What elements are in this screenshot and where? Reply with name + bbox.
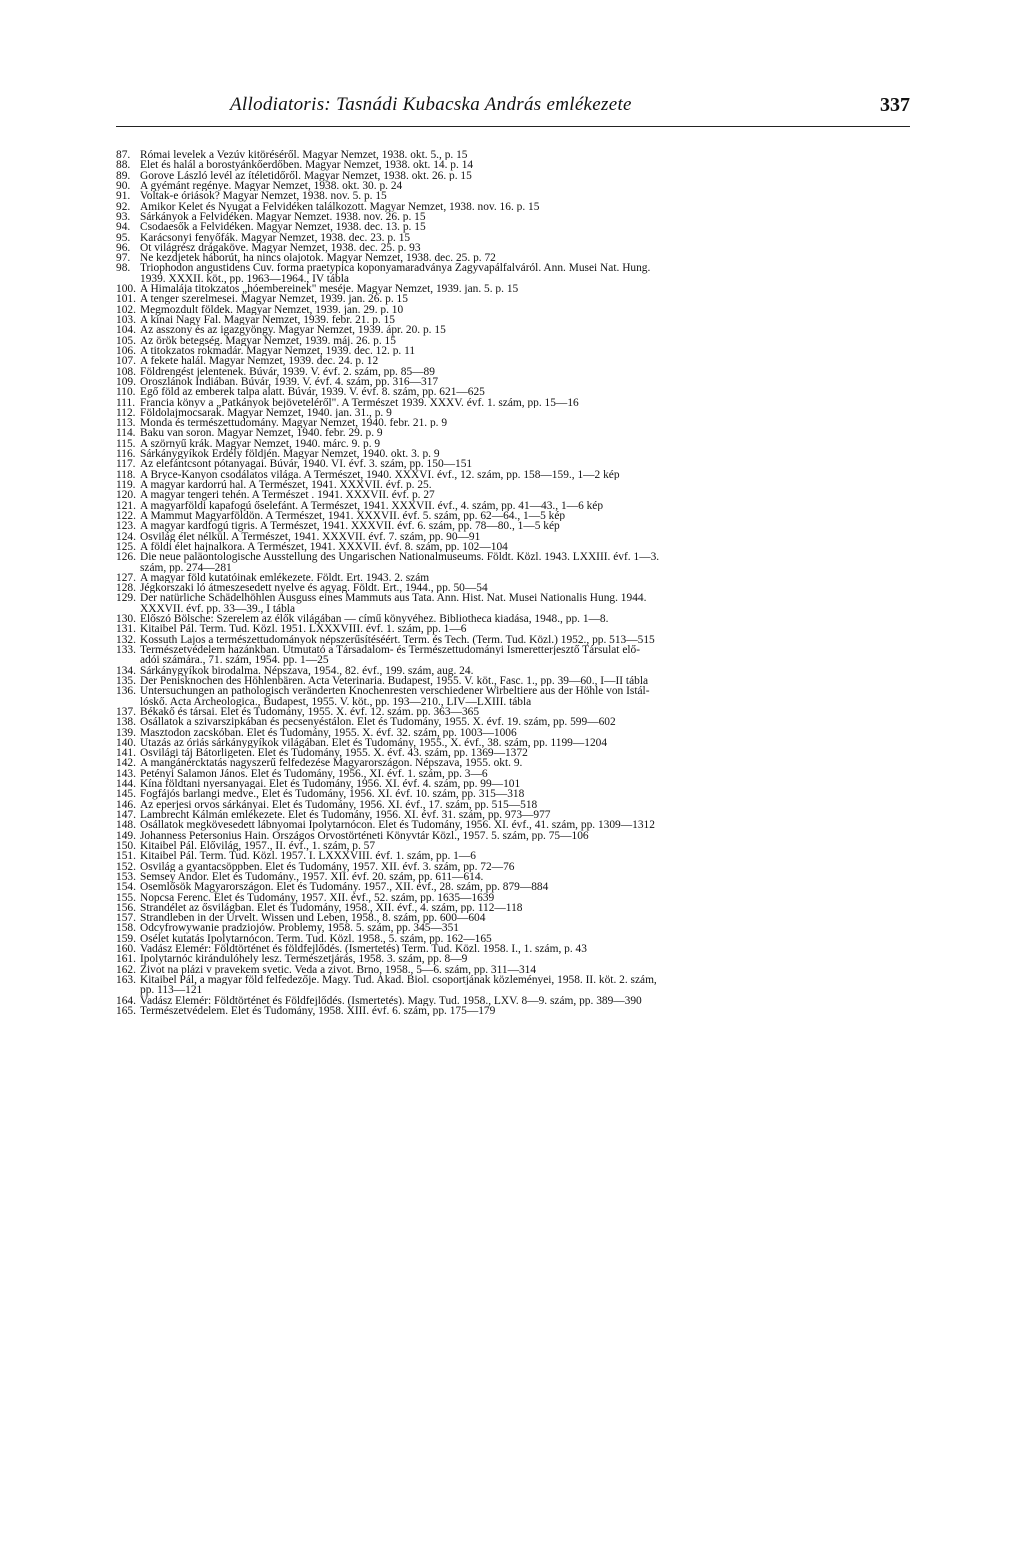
list-item (116, 439, 910, 449)
entry-text: Ősvilág élet nélkül. A Természet, 1941. XXXVII. évf. 7. szám, pp. 90—91 (140, 531, 481, 542)
list-item (116, 614, 910, 624)
list-item (116, 841, 910, 851)
bibliography-list (116, 150, 910, 1016)
entry-number: 115. (116, 437, 136, 450)
list-item (116, 789, 910, 799)
list-item (116, 552, 910, 562)
entry-text: Baku van soron. Magyar Nemzet, 1940. febr. 29. p. 9 (140, 428, 383, 439)
entry-text: Lambrecht Kálmán emlékezete. Élet és Tudomány, 1956. XI. évf. 31. szám, pp. 973—977 (140, 810, 551, 821)
list-item (116, 954, 910, 964)
entry-text: A Himalája titokzatos „hóembereinek" meséje. Magyar Nemzet, 1939. jan. 5. p. 15 (140, 284, 519, 295)
entry-text: Az eperjesi orvos sárkányai. Élet és Tudomány, 1956. XI. évf., 17. szám, pp. 515—518 (140, 799, 538, 810)
entry-number: 155. (116, 891, 136, 904)
list-item (116, 800, 910, 810)
entry-text: Előszó Bölsche: Szerelem az élők világában — című könyvéhez. Bibliotheca kiadása, 1948., pp. 1—8. (140, 614, 609, 625)
list-item (116, 202, 910, 212)
entry-text: Kína földtani nyersanyagai. Élet és Tudomány, 1956. XI. évf. 4. szám, pp. 99—101 (140, 779, 521, 790)
list-item (116, 294, 910, 304)
entry-number: 111. (116, 396, 136, 409)
entry-text: Sárkányok a Felvidéken. Magyar Nemzet. 1938. nov. 26. p. 15 (140, 211, 426, 223)
entry-number: 137. (116, 705, 136, 718)
entry-text: Semsey Andor. Élet és Tudomány., 1957. XII. évf. 20. szám, pp. 611—614. (140, 871, 484, 883)
list-item (116, 325, 910, 335)
entry-text: Fogfájós barlangi medve., Élet és Tudomány, 1956. XI. évf. 10. szám, pp. 315—318 (140, 789, 525, 800)
entry-number: 144. (116, 778, 136, 791)
entry-number: 131. (116, 623, 136, 636)
entry-text: A magyarföldi kapafogú őselefánt. A Természet, 1941. XXXVII. évf., 4. szám, pp. 41—43., 1—6 kép (140, 500, 604, 511)
list-item-continuation (116, 985, 910, 995)
list-item (116, 305, 910, 315)
list-item (116, 635, 910, 645)
list-item (116, 686, 910, 696)
entry-number: 116. (116, 448, 136, 461)
entry-number: 135. (116, 674, 136, 687)
entry-text: Untersuchungen an pathologisch veränderten Knochenresten verschiedener Wirbeltiere aus der Höhle von Istál- (140, 686, 650, 697)
list-item (116, 893, 910, 903)
entry-number: 113. (116, 417, 136, 430)
list-item (116, 253, 910, 263)
list-item (116, 769, 910, 779)
entry-number: 148. (116, 819, 136, 832)
list-item (116, 532, 910, 542)
entry-text: Kitaibel Pál, a magyar föld felfedezője. Magy. Tud. Akad. Biol. csoportjának közleményei, 1958. II. köt. 2. szám, (140, 975, 657, 986)
entry-text: Sárkánygyíkok Erdély földjén. Magyar Nemzet, 1940. okt. 3. p. 9 (140, 449, 440, 460)
entry-number: 145. (116, 788, 136, 801)
entry-number: 98. (116, 262, 131, 275)
entry-text: Békakő és társai. Élet és Tudomány, 1955. X. évf. 12. szám. pp. 363—365 (140, 706, 480, 718)
list-item (116, 212, 910, 222)
entry-number: 160. (116, 943, 136, 956)
list-item (116, 387, 910, 397)
list-item-continuation (116, 604, 910, 614)
list-item (116, 913, 910, 923)
entry-text: A tenger szerelmesei. Magyar Nemzet, 1939. jan. 26. p. 15 (140, 294, 408, 305)
list-item (116, 851, 910, 861)
entry-number: 161. (116, 953, 136, 966)
entry-text: A földi élet hajnalkora. A Természet, 1941. XXXVII. évf. 8. szám, pp. 102—104 (140, 541, 508, 553)
entry-text: Jégkorszaki ló átmeszesedett nyelve és agyag. Földt. Ért., 1944., pp. 50—54 (140, 583, 488, 594)
entry-text: adói számára., 71. szám, 1954. pp. 1—25 (140, 655, 329, 666)
entry-text: Kitaibel Pál. Term. Tud. Közl. 1951. LXXXVIII. évf. 1. szám, pp. 1—6 (140, 624, 467, 635)
entry-text: Francia könyv a „Patkányok bejöveteléről". A Természet 1939. XXXV. évf. 1. szám, pp. 15—16 (140, 397, 579, 408)
list-item (116, 820, 910, 830)
entry-text: Sárkánygyíkok birodalma. Népszava, 1954., 82. évf., 199. szám, aug. 24. (140, 665, 474, 676)
entry-text: Strandélet az ősvilágban. Élet és Tudomány, 1958., XII. évf., 4. szám, pp. 112—118 (140, 902, 523, 914)
list-item (116, 862, 910, 872)
list-item (116, 470, 910, 480)
list-item (116, 263, 910, 273)
entry-number: 156. (116, 901, 136, 914)
list-item (116, 418, 910, 428)
entry-number: 130. (116, 613, 136, 626)
list-item (116, 181, 910, 191)
entry-number: 123. (116, 520, 136, 533)
entry-text: Vadász Elemér: Földtörténet és Földfejlődés. (Ismertetés). Magy. Tud. 1958., LXV. 8—9. szám, pp. 389—390 (140, 995, 642, 1006)
list-item (116, 975, 910, 985)
list-item (116, 1006, 910, 1016)
list-item (116, 882, 910, 892)
entry-text: Triophodon angustidens Cuv. forma praetypica koponyamaradványa Zagyvapálfalváról. Ann. Musei Nat. Hung. (140, 263, 651, 274)
list-item (116, 243, 910, 253)
list-item (116, 738, 910, 748)
list-item (116, 511, 910, 521)
running-title: Allodiatoris: Tasnádi Kubacska András emlékezete (230, 94, 632, 115)
entry-text: A fekete halál. Magyar Nemzet, 1939. dec. 24. p. 12 (140, 356, 379, 367)
entry-number: 165. (116, 1004, 136, 1017)
entry-text: pp. 113—121 (140, 985, 203, 996)
list-item (116, 336, 910, 346)
list-item (116, 191, 910, 201)
entry-number: 104. (116, 324, 136, 337)
entry-text: Der Penisknochen des Höhlenbären. Acta Veterinaria. Budapest, 1955. V. köt., Fasc. 1., pp. 39—60., I—II tábla (140, 675, 649, 687)
entry-number: 118. (116, 468, 136, 481)
list-item (116, 542, 910, 552)
entry-text: Természetvédelem hazánkban. Útmutató a Társadalom- és Természettudományi Ismeretterjesztő Társulat elő- (140, 645, 641, 656)
list-item (116, 521, 910, 531)
entry-number: 136. (116, 685, 136, 698)
entry-text: A magyar föld kutatóinak emlékezete. Földt. Ért. 1943. 2. szám (140, 572, 430, 584)
list-item (116, 408, 910, 418)
entry-number: 134. (116, 664, 136, 677)
entry-number: 91. (116, 190, 131, 203)
list-item (116, 377, 910, 387)
entry-number: 87. (116, 149, 131, 161)
entry-number: 138. (116, 716, 136, 729)
entry-text: Kossuth Lajos a természettudományok népszerűsítéséért. Term. és Tech. (Term. Tud. Közl.) 1952., pp. 513—515 (140, 634, 655, 645)
list-item (116, 717, 910, 727)
list-item (116, 160, 910, 170)
entry-number: 163. (116, 974, 136, 986)
entry-text: A kínai Nagy Fal. Magyar Nemzet, 1939. febr. 21. p. 15 (140, 315, 395, 326)
entry-text: Az örök betegség. Magyar Nemzet, 1939. máj. 26. p. 15 (140, 335, 396, 346)
list-item (116, 367, 910, 377)
entry-text: Vadász Elemér: Földtörténet és földfejlődés. (Ismertetés) Term. Tud. Közl. 1958. I., 1. szám, p. 43 (140, 944, 587, 955)
entry-number: 117. (116, 458, 136, 471)
entry-number: 162. (116, 963, 136, 976)
list-item (116, 748, 910, 758)
entry-text: Az elefántcsont pótanyagai. Búvár, 1940. VI. évf. 3. szám, pp. 150—151 (140, 459, 473, 470)
entry-number: 164. (116, 994, 136, 1007)
entry-number: 157. (116, 912, 136, 925)
entry-text: Csodaesők a Felvidéken. Magyar Nemzet, 1938. dec. 13. p. 15 (140, 222, 426, 233)
list-item (116, 728, 910, 738)
page-number: 337 (880, 94, 910, 116)
entry-number: 114. (116, 427, 136, 440)
entry-text: Strandleben in der Urvelt. Wissen und Leben, 1958., 8. szám, pp. 600—604 (140, 913, 486, 924)
entry-number: 108. (116, 365, 136, 378)
entry-number: 147. (116, 809, 136, 821)
entry-number: 128. (116, 582, 136, 595)
list-item (116, 501, 910, 511)
entry-number: 105. (116, 334, 136, 347)
list-item (116, 944, 910, 954)
entry-text: A Mammut Magyarföldön. A Természet, 1941. XXXVII. évf. 5. szám, pp. 62—64., 1—5 kép (140, 510, 566, 522)
entry-number: 132. (116, 633, 136, 646)
entry-text: Kitaibel Pál. Élővilág, 1957., II. évf., 1. szám, p. 57 (140, 840, 376, 852)
entry-text: Élet és halál a borostyánkőerdőben. Magyar Nemzet, 1938. okt. 14. p. 14 (140, 160, 474, 171)
running-header (116, 92, 910, 127)
entry-text: Ősemlősök Magyarországon. Élet és Tudomány. 1957., XII. évf., 28. szám, pp. 879—884 (140, 882, 549, 893)
entry-number: 159. (116, 932, 136, 945)
entry-number: 92. (116, 200, 131, 213)
list-item (116, 624, 910, 634)
entry-number: 101. (116, 293, 136, 306)
list-item (116, 666, 910, 676)
entry-text: Der natürliche Schädelhöhlen Ausguss eines Mammuts aus Tata. Ann. Hist. Nat. Musei Nationalis Hung. 1944. (140, 593, 647, 604)
entry-number: 149. (116, 829, 136, 842)
entry-number: 89. (116, 169, 131, 182)
entry-text: Die neue paläontologische Ausstellung des Ungarischen Nationalmuseums. Földt. Közl. 1943. LXXIII. évf. 1—3. (140, 552, 660, 563)
entry-text: Voltak-e óriások? Magyar Nemzet, 1938. nov. 5. p. 15 (140, 191, 387, 202)
entry-number: 143. (116, 767, 136, 780)
entry-number: 127. (116, 571, 136, 584)
entry-text: lóskő. Acta Archeologica., Budapest, 1955. V. köt., pp. 193—210., LIV—LXIII. tábla (140, 696, 532, 707)
entry-text: XXXVII. évf. pp. 33—39., I tábla (140, 603, 296, 615)
entry-text: Utazás az óriás sárkánygyíkok világában. Élet és Tudomány, 1955., X. évf., 38. szám, pp. 1199—1204 (140, 737, 608, 749)
list-item (116, 459, 910, 469)
list-item (116, 934, 910, 944)
entry-text: A gyémánt regénye. Magyar Nemzet, 1938. okt. 30. p. 24 (140, 180, 403, 192)
entry-text: Az asszony és az igazgyöngy. Magyar Nemzet, 1939. ápr. 20. p. 15 (140, 325, 446, 336)
entry-number: 152. (116, 860, 136, 873)
entry-number: 133. (116, 644, 136, 656)
entry-number: 129. (116, 592, 136, 605)
entry-number: 125. (116, 540, 136, 553)
entry-text: Kitaibel Pál. Term. Tud. Közl. 1957. I. LXXXVIII. évf. 1. szám, pp. 1—6 (140, 851, 476, 862)
list-item (116, 449, 910, 459)
list-item (116, 831, 910, 841)
entry-text: Ne kezdjetek háborút, ha nincs olajotok. Magyar Nemzet, 1938. dec. 25. p. 72 (140, 253, 496, 264)
entry-text: Ősélet kutatás Ipolytarnócon. Term. Tud. Közl. 1958., 5. szám, pp. 162—165 (140, 933, 492, 945)
entry-number: 110. (116, 386, 136, 399)
list-item-continuation (116, 655, 910, 665)
list-item (116, 573, 910, 583)
list-item (116, 810, 910, 820)
entry-number: 142. (116, 757, 136, 770)
entry-text: Földrengést jelentenek. Búvár, 1939. V. évf. 2. szám, pp. 85—89 (140, 366, 435, 377)
list-item (116, 233, 910, 243)
entry-text: Zivot na plázi v pravekem svetic. Veda a zivot. Brno, 1958., 5—6. szám, pp. 311—314 (140, 964, 537, 975)
entry-text: Természetvédelem. Élet és Tudomány, 1958. XIII. évf. 6. szám, pp. 175—179 (140, 1005, 496, 1017)
entry-text: Ősállatok megkövesedett lábnyomai Ipolytarnócon. Élet és Tudomány, 1956. XI. évf., 41. szám, pp. 1309—1312 (140, 820, 655, 831)
entry-number: 106. (116, 344, 136, 357)
entry-number: 93. (116, 210, 131, 223)
entry-number: 122. (116, 509, 136, 522)
list-item (116, 645, 910, 655)
entry-text: Ipolytarnóc kirándulóhely lesz. Természetjárás, 1958. 3. szám, pp. 8—9 (140, 954, 468, 965)
entry-number: 94. (116, 221, 131, 234)
entry-text: Nopcsa Ferenc. Élet és Tudomány, 1957. XII. évf., 52. szám, pp. 1635—1639 (140, 892, 495, 903)
entry-number: 103. (116, 314, 136, 326)
list-item (116, 965, 910, 975)
entry-number: 97. (116, 252, 131, 265)
list-item (116, 315, 910, 325)
entry-number: 102. (116, 303, 136, 316)
entry-number: 126. (116, 551, 136, 564)
list-item (116, 923, 910, 933)
entry-number: 96. (116, 241, 131, 254)
entry-text: A mangánércktatás nagyszerű felfedezése Magyarországon. Népszava, 1955. okt. 9. (140, 758, 523, 769)
list-item (116, 480, 910, 490)
list-item (116, 593, 910, 603)
entry-number: 112. (116, 406, 136, 419)
entry-number: 121. (116, 499, 136, 512)
entry-number: 100. (116, 283, 136, 296)
list-item (116, 903, 910, 913)
entry-number: 88. (116, 159, 131, 172)
entry-text: Oroszlánok Indiában. Búvár, 1939. V. évf. 4. szám, pp. 316—317 (140, 376, 439, 388)
list-item (116, 284, 910, 294)
list-item (116, 222, 910, 232)
list-item (116, 707, 910, 717)
list-item (116, 171, 910, 181)
entry-text: A magyar tengeri tehén. A Természet . 1941. XXXVII. évf. p. 27 (140, 490, 435, 501)
list-item (116, 490, 910, 500)
list-item (116, 428, 910, 438)
list-item (116, 346, 910, 356)
entry-number: 154. (116, 881, 136, 894)
entry-text: Odcyfrowywanie pradziojów. Problemy, 1958. 5. szám, pp. 345—351 (140, 923, 459, 934)
entry-text: Johanness Petersonius Hain. Országos Orvostörténeti Könyvtár Közl., 1957. 5. szám, pp. 75—106 (140, 830, 589, 841)
entry-number: 107. (116, 355, 136, 368)
entry-number: 151. (116, 850, 136, 863)
entry-text: A magyar kardfogú tigris. A Természet, 1941. XXXVII. évf. 6. szám, pp. 78—80., 1—5 kép (140, 521, 560, 532)
entry-text: A titokzatos rokmadár. Magyar Nemzet, 1939. dec. 12. p. 11 (140, 345, 416, 357)
entry-number: 90. (116, 179, 131, 192)
list-item-continuation (116, 697, 910, 707)
entry-text: Monda és természettudomány. Magyar Nemzet, 1940. febr. 21. p. 9 (140, 418, 448, 429)
entry-text: szám, pp. 274—281 (140, 562, 232, 573)
entry-number: 158. (116, 922, 136, 935)
entry-text: Római levelek a Vezúv kitöréséről. Magyar Nemzet, 1938. okt. 5., p. 15 (140, 150, 468, 161)
list-item (116, 779, 910, 789)
entry-text: Petényi Salamon János. Élet és Tudomány, 1956., XI. évf. 1. szám, pp. 3—6 (140, 768, 488, 780)
entry-number: 119. (116, 479, 136, 491)
list-item-continuation (116, 274, 910, 284)
entry-text: Földolajmocsarak. Magyar Nemzet, 1940. jan. 31., p. 9 (140, 407, 392, 419)
entry-text: Megmozdult földek. Magyar Nemzet, 1939. jan. 29. p. 10 (140, 304, 404, 315)
list-item (116, 583, 910, 593)
entry-text: Gorove László levél az ítéletidőről. Magyar Nemzet, 1938. okt. 26. p. 15 (140, 170, 472, 181)
entry-text: 1939. XXXII. köt., pp. 1963—1964., IV tábla (140, 273, 349, 285)
list-item-continuation (116, 563, 910, 573)
list-item (116, 150, 910, 160)
entry-number: 146. (116, 798, 136, 811)
entry-number: 153. (116, 870, 136, 883)
entry-number: 124. (116, 530, 136, 543)
entry-text: Ősállatok a szivarszipkában és pecsenyéstálon. Élet és Tudomány, 1955. X. évf. 19. szám, pp. 599—602 (140, 717, 616, 728)
entry-number: 139. (116, 726, 136, 739)
list-item (116, 758, 910, 768)
entry-text: A magyar kardorrú hal. A Természet, 1941. XXXVII. évf. p. 25. (140, 480, 432, 491)
entry-number: 120. (116, 489, 136, 502)
entry-text: Ősvilág a gyantacsöppben. Élet és Tudomány, 1957. XII. évf. 3. szám, pp. 72—76 (140, 861, 515, 872)
entry-text: A szörnyű krák. Magyar Nemzet, 1940. márc. 9. p. 9 (140, 438, 381, 450)
entry-number: 141. (116, 747, 136, 760)
list-item (116, 996, 910, 1006)
entry-number: 109. (116, 375, 136, 388)
entry-text: Ősvilági táj Bátorligeten. Élet és Tudomány, 1955. X. évf. 43. szám, pp. 1369—1372 (140, 748, 528, 759)
entry-number: 140. (116, 736, 136, 749)
entry-text: A Bryce-Kanyon csodálatos világa. A Természet, 1940. XXXVI. évf., 12. szám, pp. 158—159., 1—2 kép (140, 469, 620, 480)
list-item (116, 398, 910, 408)
entry-text: Karácsonyi fenyőfák. Magyar Nemzet, 1938. dec. 23. p. 15 (140, 232, 411, 243)
list-item (116, 872, 910, 882)
list-item (116, 676, 910, 686)
list-item (116, 356, 910, 366)
entry-number: 95. (116, 231, 131, 244)
entry-text: Masztodon zacskóban. Élet és Tudomány, 1955. X. évf. 32. szám, pp. 1003—1006 (140, 727, 517, 738)
entry-text: Amikor Kelet és Nyugat a Felvidéken találkozott. Magyar Nemzet, 1938. nov. 16. p. 15 (140, 201, 540, 212)
entry-number: 150. (116, 839, 136, 852)
entry-text: Égő föld az emberek talpa alatt. Búvár, 1939. V. évf. 8. szám, pp. 621—625 (140, 387, 485, 398)
entry-text: Öt világrész drágaköve. Magyar Nemzet, 1938. dec. 25. p. 93 (140, 242, 421, 254)
